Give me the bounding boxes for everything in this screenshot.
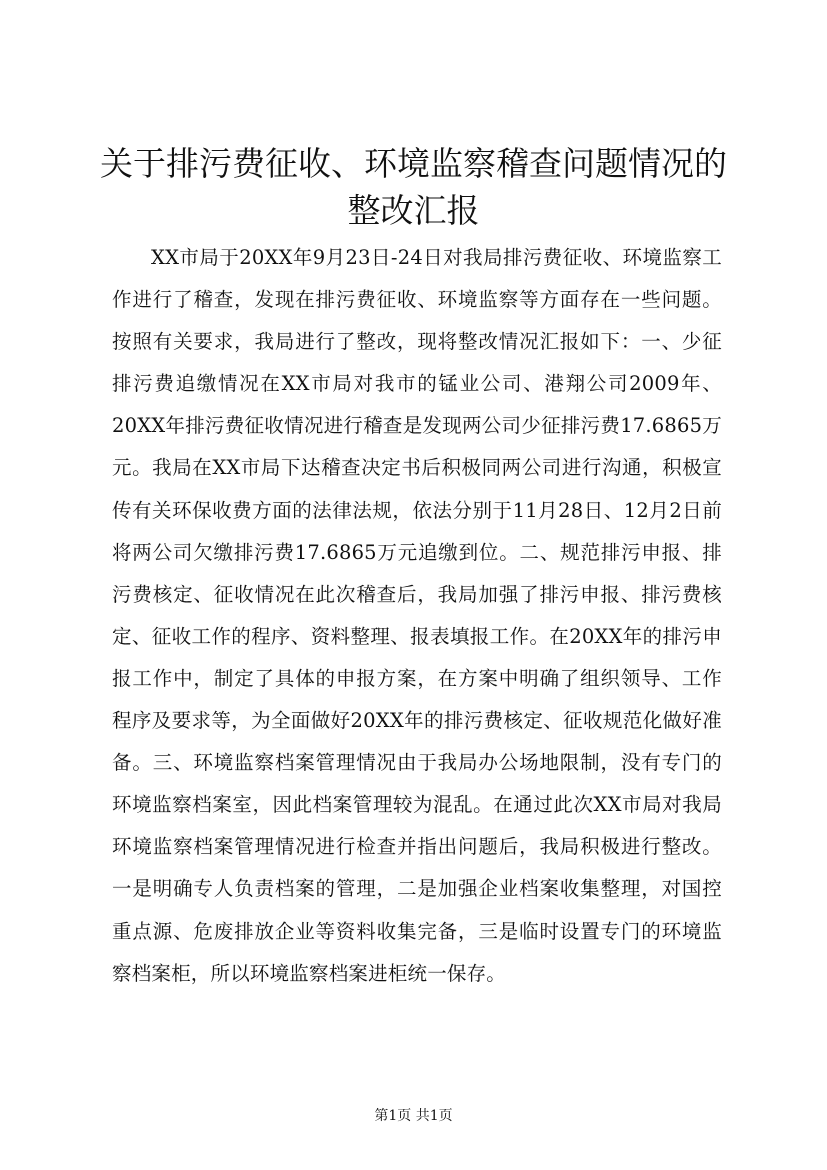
document-body: XX市局于20XX年9月23日-24日对我局排污费征收、环境监察工作进行了稽查，发现在排污费征收、环境监察等方面存在一些问题。按照有关要求，我局进行了整改，现将整改情况汇报如下：一、少征排污费追缴情况在XX市局对我市的锰业公司、港翔公司2009年、20XX年排污费征收情况进行稽查是发现两公司少征排污费17.6865万元。我局在XX市局下达稽查决定书后积极同两公司进行沟通，积极宣传有关环保收费方面的法律法规，依法分别于11月28日、12月2日前将两公司欠缴排污费17.6865万元追缴到位。二、规范排污申报、排污费核定、征收情况在此次稽查后，我局加强了排污申报、排污费核定、征收工作的程序、资料整理、报表填报工作。在20XX年的排污申报工作中，制定了具体的申报方案，在方案中明确了组织领导、工作程序及要求等，为全面做好20XX年的排污费核定、征收规范化做好准备。三、环境监察档案管理情况由于我局办公场地限制，没有专门的环境监察档案室，因此档案管理较为混乱。在通过此次XX市局对我局环境监察档案管理情况进行检查并指出问题后，我局积极进行整改。一是明确专人负责档案的管理，二是加强企业档案收集整理，对国控重点源、危废排放企业等资料收集完备，三是临时设置专门的环境监察档案柜，所以环境监察档案进柜统一保存。 bbox=[112, 246, 722, 985]
document-title: 关于排污费征收、环境监察稽查问题情况的整改汇报 bbox=[100, 144, 727, 230]
page-footer: 第1页 共1页 bbox=[374, 1108, 453, 1124]
